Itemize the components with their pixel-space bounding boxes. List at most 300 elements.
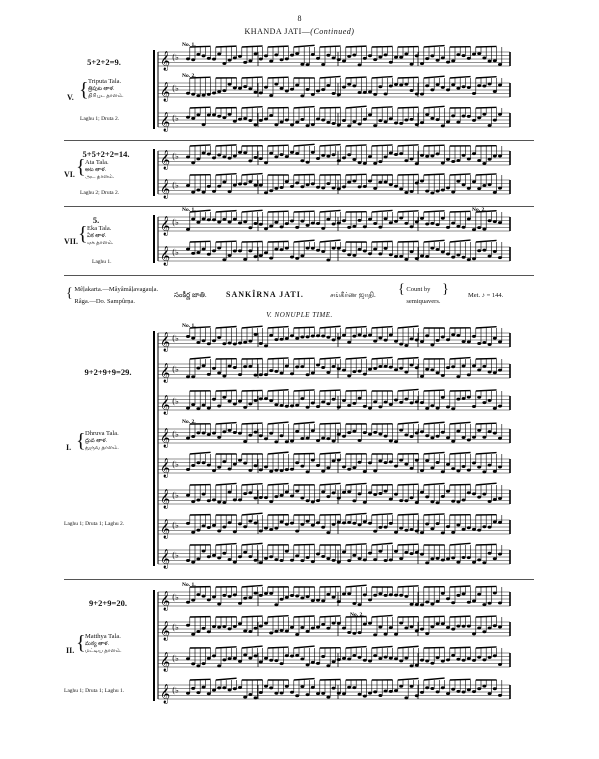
note-head <box>373 530 377 533</box>
beam <box>398 211 419 212</box>
note-head <box>311 429 315 432</box>
note-head <box>467 625 471 628</box>
note-head <box>436 371 440 374</box>
note-head <box>498 63 502 66</box>
note-head <box>222 430 226 433</box>
note-head <box>456 658 460 661</box>
note-head <box>352 402 356 405</box>
beam <box>268 616 289 617</box>
note-head <box>321 599 325 602</box>
note-head <box>352 180 356 183</box>
note-head <box>498 113 502 116</box>
note-head <box>482 162 486 165</box>
brace: { <box>76 156 86 178</box>
note-head <box>368 622 372 625</box>
note-head <box>456 398 460 401</box>
note-head <box>321 401 325 404</box>
note-head <box>217 466 221 469</box>
note-head <box>228 342 232 345</box>
note-head <box>202 431 206 434</box>
note-head <box>399 659 403 662</box>
note-head <box>295 84 299 87</box>
treble-clef: 𝄞 <box>160 652 171 672</box>
key-signature: (♭ <box>172 593 179 602</box>
note-head <box>212 524 216 527</box>
note-head <box>446 61 450 64</box>
note-head <box>456 53 460 56</box>
note-head <box>264 344 268 347</box>
note-head <box>228 491 232 494</box>
note-head <box>207 433 211 436</box>
note-head <box>358 631 362 634</box>
note-head <box>415 551 419 554</box>
note-head <box>269 225 273 228</box>
note-head <box>425 334 429 337</box>
beam <box>450 358 471 359</box>
note-head <box>394 531 398 534</box>
beam <box>268 647 289 648</box>
note-head <box>269 94 273 97</box>
note-head <box>415 664 419 667</box>
note-head <box>436 501 440 504</box>
note-head <box>347 226 351 229</box>
note-head <box>254 91 258 94</box>
note-head <box>477 52 481 55</box>
note-head <box>311 151 315 154</box>
note-head <box>300 496 304 499</box>
beam <box>242 513 263 515</box>
beam <box>398 326 419 328</box>
tala-tamil: மட்டிய தாளம். <box>85 648 122 654</box>
note-head <box>404 434 408 437</box>
note-head <box>274 403 278 406</box>
note-head <box>274 187 278 190</box>
beam <box>216 423 237 424</box>
note-head <box>342 491 346 494</box>
note-head <box>196 461 200 464</box>
treble-clef: 𝄞 <box>160 363 171 383</box>
note-head <box>488 370 492 373</box>
note-head <box>300 365 304 368</box>
note-head <box>430 54 434 57</box>
tala-tamil: திரிபுட தாளம். <box>88 93 124 99</box>
note-head <box>467 688 471 691</box>
note-head <box>430 687 434 690</box>
note-head <box>280 629 284 632</box>
note-head <box>358 161 362 164</box>
note-head <box>352 120 356 123</box>
note-head <box>243 492 247 495</box>
note-head <box>482 603 486 606</box>
note-head <box>290 185 294 188</box>
note-head <box>363 593 367 596</box>
note-head <box>212 469 216 472</box>
beam <box>398 678 419 680</box>
note-head <box>222 594 226 597</box>
note-head <box>222 460 226 463</box>
note-head <box>254 52 258 55</box>
note-head <box>394 633 398 636</box>
note-head <box>316 57 320 60</box>
note-head <box>228 627 232 630</box>
note-head <box>404 551 408 554</box>
note-head <box>295 52 299 55</box>
note-head <box>436 190 440 193</box>
note-head <box>384 120 388 123</box>
note-head <box>404 371 408 374</box>
treble-clef: 𝄞 <box>160 684 171 704</box>
note-head <box>446 626 450 629</box>
note-head <box>217 52 221 55</box>
beam <box>398 484 419 485</box>
note-head <box>248 657 252 660</box>
note-head <box>228 59 232 62</box>
tala-telugu: అట తాళ. <box>85 167 107 173</box>
beam <box>294 240 315 242</box>
note-head <box>451 365 455 368</box>
note-head <box>368 552 372 555</box>
note-head <box>436 83 440 86</box>
key-signature: (♭ <box>172 397 179 406</box>
note-head <box>467 115 471 118</box>
note-head <box>290 54 294 57</box>
note-head <box>233 86 237 89</box>
note-head <box>217 664 221 667</box>
note-head <box>399 622 403 625</box>
note-head <box>300 465 304 468</box>
note-head <box>295 226 299 229</box>
note-head <box>186 494 190 497</box>
note-head <box>430 625 434 628</box>
beam <box>476 174 497 175</box>
beam <box>346 483 367 485</box>
note-head <box>467 657 471 660</box>
note-head <box>488 602 492 605</box>
beam <box>216 647 237 648</box>
note-head <box>238 498 242 501</box>
note-head <box>202 123 206 126</box>
note-head <box>207 499 211 502</box>
note-head <box>207 526 211 529</box>
note-head <box>436 339 440 342</box>
note-head <box>342 657 346 660</box>
note-head <box>274 83 278 86</box>
note-head <box>378 365 382 368</box>
note-head <box>217 220 221 223</box>
note-head <box>285 365 289 368</box>
note-head <box>493 432 497 435</box>
beam <box>320 210 341 212</box>
note-head <box>446 463 450 466</box>
note-head <box>420 553 424 556</box>
beam <box>320 107 341 108</box>
note-head <box>254 123 258 126</box>
beam <box>424 616 445 617</box>
note-head <box>248 180 252 183</box>
note-head <box>363 225 367 228</box>
note-head <box>238 602 242 605</box>
note-head <box>498 437 502 440</box>
note-head <box>280 87 284 90</box>
note-head <box>248 693 252 696</box>
note-head <box>254 522 258 525</box>
note-head <box>363 520 367 523</box>
note-head <box>274 338 278 341</box>
beam <box>476 240 497 242</box>
note-head <box>384 461 388 464</box>
beam <box>216 174 237 175</box>
note-head <box>217 405 221 408</box>
note-head <box>456 625 460 628</box>
note-head <box>202 550 206 553</box>
note-head <box>451 654 455 657</box>
note-head <box>337 247 341 250</box>
note-head <box>430 467 434 470</box>
note-head <box>228 157 232 160</box>
note-head <box>269 152 273 155</box>
note-head <box>358 122 362 125</box>
note-head <box>238 555 242 558</box>
note-head <box>295 181 299 184</box>
note-head <box>462 499 466 502</box>
note-head <box>394 594 398 597</box>
beam <box>398 389 419 391</box>
note-head <box>462 528 466 531</box>
note-head <box>451 333 455 336</box>
note-head <box>436 557 440 560</box>
note-head <box>337 159 341 162</box>
key-signature: (♭ <box>172 654 179 663</box>
note-head <box>363 470 367 473</box>
note-head <box>358 461 362 464</box>
note-head <box>462 154 466 157</box>
note-head <box>425 155 429 158</box>
note-head <box>384 435 388 438</box>
beam <box>476 358 497 359</box>
note-head <box>311 372 315 375</box>
note-head <box>472 364 476 367</box>
note-head <box>430 436 434 439</box>
note-head <box>243 258 247 261</box>
telugu-jati: సంకీర్ణ జాతి. <box>174 291 207 299</box>
beam <box>268 452 289 454</box>
treble-clef: 𝄞 <box>160 519 171 539</box>
raga: Râga.—Do. Sampûrṇa. <box>74 298 136 305</box>
note-head <box>384 92 388 95</box>
beam <box>346 357 367 359</box>
note-head <box>326 218 330 221</box>
tala-name: Eka Tala. <box>87 225 112 232</box>
note-head <box>196 691 200 694</box>
note-head <box>290 439 294 442</box>
note-head <box>332 92 336 95</box>
note-head <box>337 222 341 225</box>
note-head <box>233 366 237 369</box>
note-head <box>373 493 377 496</box>
note-head <box>337 521 341 524</box>
note-head <box>326 402 330 405</box>
note-head <box>285 440 289 443</box>
note-head <box>498 602 502 605</box>
note-head <box>316 499 320 502</box>
beam <box>294 45 315 47</box>
note-head <box>243 182 247 185</box>
note-head <box>394 550 398 553</box>
note-head <box>342 60 346 63</box>
beam <box>320 452 341 454</box>
note-head <box>316 90 320 93</box>
note-head <box>217 336 221 339</box>
note-head <box>264 592 268 595</box>
note-head <box>436 690 440 693</box>
note-head <box>259 594 263 597</box>
key-signature: (♭ <box>172 84 179 93</box>
note-head <box>436 118 440 121</box>
key-signature: (♭ <box>172 521 179 530</box>
note-head <box>202 662 206 665</box>
note-head <box>222 526 226 529</box>
note-head <box>373 469 377 472</box>
beam <box>476 586 497 587</box>
note-head <box>363 91 367 94</box>
note-head <box>254 464 258 467</box>
note-head <box>467 526 471 529</box>
key-signature: (♭ <box>172 365 179 374</box>
note-head <box>404 52 408 55</box>
note-head <box>212 595 216 598</box>
note-head <box>290 691 294 694</box>
note-head <box>311 686 315 689</box>
beam <box>294 390 315 391</box>
note-head <box>222 218 226 221</box>
note-head <box>477 529 481 532</box>
note-head <box>290 220 294 223</box>
note-head <box>233 154 237 157</box>
note-head <box>347 404 351 407</box>
note-head <box>207 407 211 410</box>
beam <box>372 77 393 78</box>
note-head <box>482 525 486 528</box>
note-head <box>358 397 362 400</box>
note-head <box>285 550 289 553</box>
note-head <box>456 690 460 693</box>
note-head <box>238 660 242 663</box>
note-head <box>404 119 408 122</box>
beam <box>398 145 419 146</box>
note-head <box>321 186 325 189</box>
row-label: No. 1. <box>182 207 196 213</box>
note-head <box>332 187 336 190</box>
note-head <box>311 222 315 225</box>
note-head <box>321 118 325 121</box>
note-head <box>300 336 304 339</box>
note-head <box>212 367 216 370</box>
note-head <box>404 499 408 502</box>
note-head <box>295 490 299 493</box>
note-head <box>399 594 403 597</box>
note-head <box>482 56 486 59</box>
note-head <box>404 398 408 401</box>
note-head <box>300 159 304 162</box>
note-head <box>410 337 414 340</box>
brace: { <box>66 286 73 301</box>
note-head <box>332 398 336 401</box>
beam <box>346 106 367 108</box>
note-head <box>488 500 492 503</box>
note-head <box>352 254 356 257</box>
note-head <box>430 247 434 250</box>
note-head <box>300 626 304 629</box>
note-head <box>191 252 195 255</box>
note-head <box>482 658 486 661</box>
note-head <box>410 63 414 66</box>
note-head <box>259 434 263 437</box>
note-head <box>243 462 247 465</box>
note-head <box>290 559 294 562</box>
note-head <box>477 429 481 432</box>
note-head <box>394 368 398 371</box>
note-head <box>290 88 294 91</box>
note-head <box>306 373 310 376</box>
note-head <box>404 696 408 699</box>
note-head <box>415 182 419 185</box>
beam <box>476 390 497 391</box>
note-head <box>467 340 471 343</box>
note-head <box>378 226 382 229</box>
note-head <box>462 256 466 259</box>
note-head <box>202 461 206 464</box>
note-head <box>332 523 336 526</box>
key-signature: (♭ <box>172 686 179 695</box>
note-head <box>373 558 377 561</box>
note-head <box>269 555 273 558</box>
note-head <box>472 561 476 564</box>
note-head <box>352 602 356 605</box>
met-label: Met. <box>468 292 481 299</box>
note-head <box>342 156 346 159</box>
beam <box>476 647 497 648</box>
note-head <box>332 247 336 250</box>
note-head <box>352 686 356 689</box>
beam <box>424 106 445 108</box>
note-head <box>384 526 388 529</box>
note-head <box>363 185 367 188</box>
note-head <box>326 495 330 498</box>
note-head <box>342 249 346 252</box>
note-head <box>493 520 497 523</box>
beam <box>424 647 445 648</box>
note-head <box>467 396 471 399</box>
note-head <box>196 593 200 596</box>
note-head <box>306 630 310 633</box>
note-head <box>420 180 424 183</box>
brace: { <box>78 223 88 245</box>
note-head <box>222 62 226 65</box>
note-head <box>399 217 403 220</box>
note-head <box>295 430 299 433</box>
note-head <box>368 252 372 255</box>
note-head <box>290 255 294 258</box>
note-head <box>217 602 221 605</box>
note-head <box>425 632 429 635</box>
note-head <box>436 600 440 603</box>
note-head <box>493 687 497 690</box>
note-head <box>389 221 393 224</box>
note-head <box>228 220 232 223</box>
note-head <box>472 690 476 693</box>
note-head <box>399 685 403 688</box>
note-head <box>306 224 310 227</box>
